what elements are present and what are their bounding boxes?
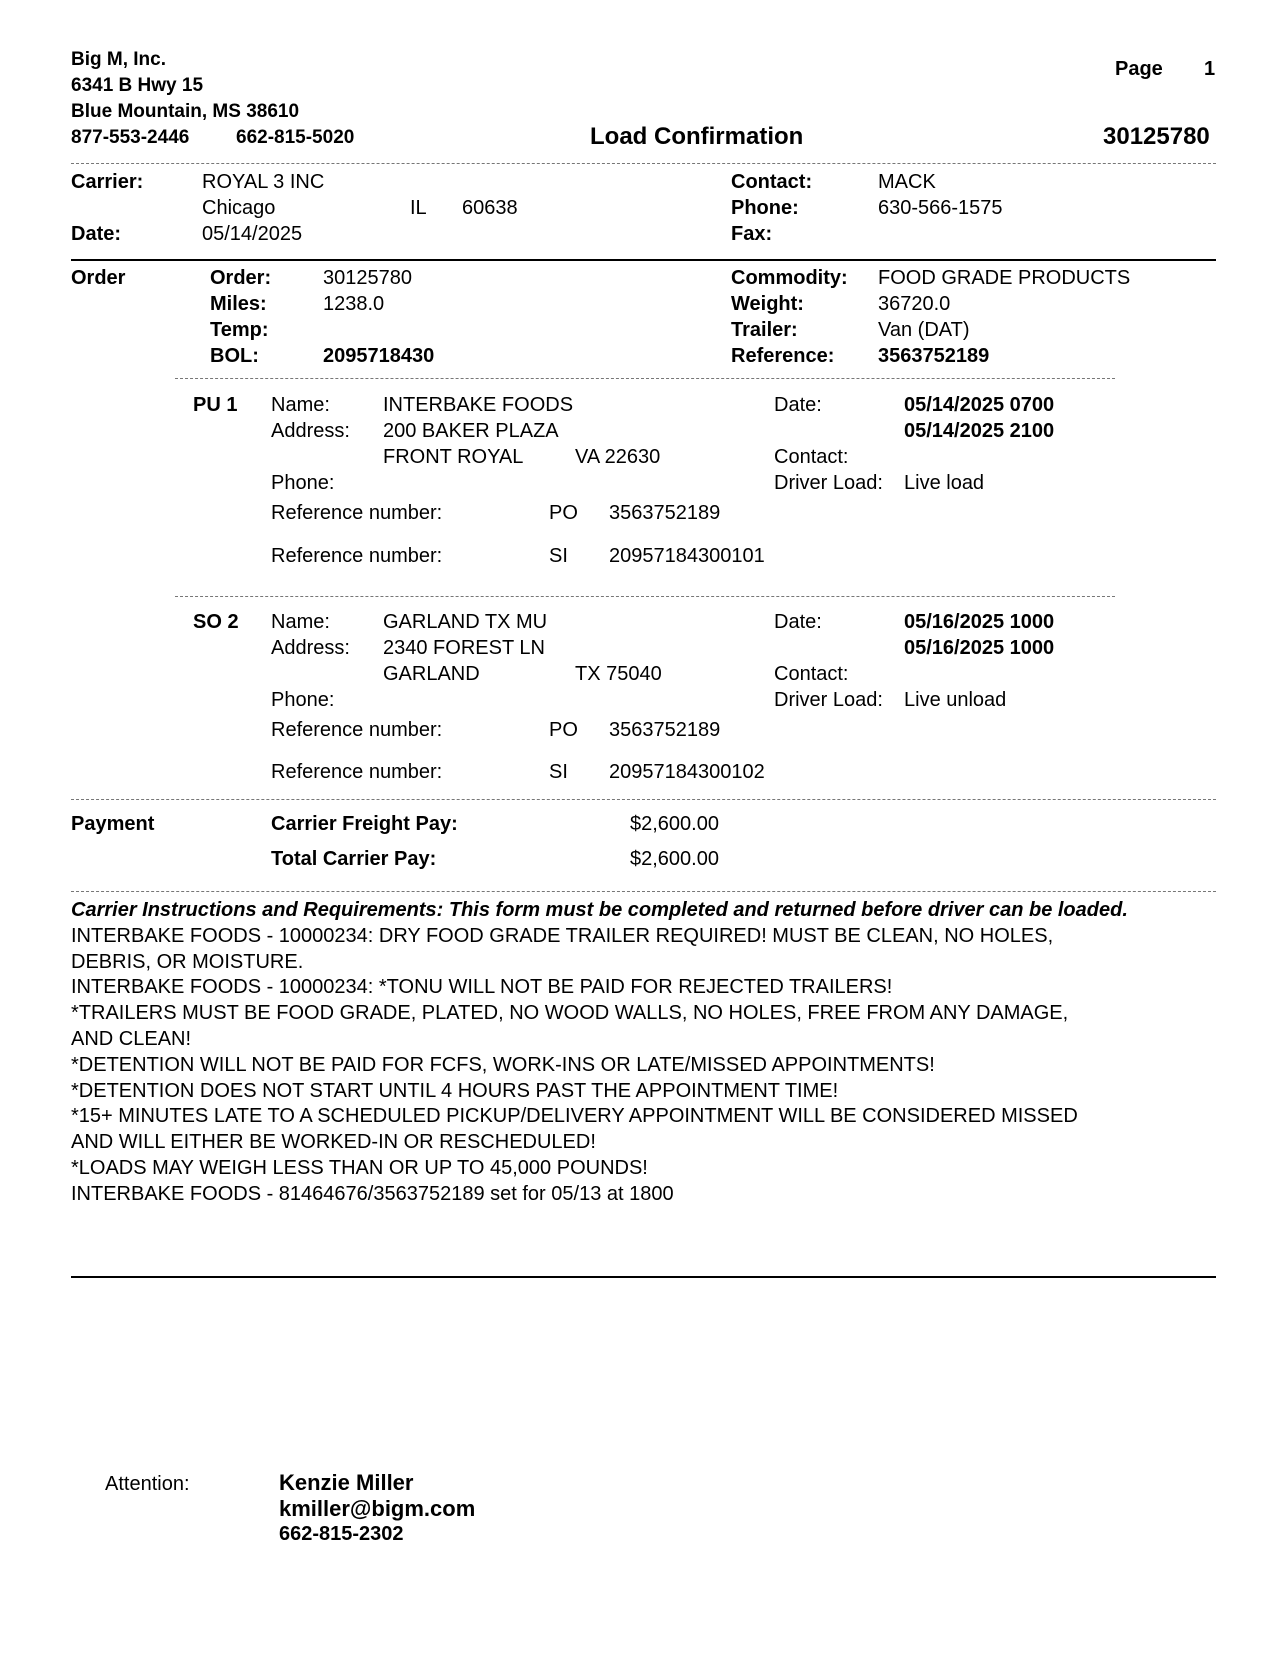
reference-label: Reference:	[731, 345, 835, 367]
stop-ref-type: PO	[549, 502, 578, 524]
page-label: Page	[1115, 58, 1163, 80]
company-phone-1: 877-553-2446	[71, 127, 190, 148]
instruction-line: *LOADS MAY WEIGH LESS THAN OR UP TO 45,000 POUNDS!	[71, 1156, 648, 1179]
page-number: 1	[1204, 58, 1216, 80]
stop-name-label: Name:	[271, 394, 330, 416]
stop-ref-label: Reference number:	[271, 719, 443, 741]
stop-ref-type: SI	[549, 545, 568, 567]
stop-state-zip: VA 22630	[575, 446, 661, 468]
contact-label: Contact:	[731, 171, 813, 193]
order-section-label: Order	[71, 267, 126, 289]
stop-city: FRONT ROYAL	[383, 446, 524, 468]
order-bol: 2095718430	[323, 345, 435, 367]
stop-ref-value: 3563752189	[609, 719, 721, 741]
stop-driver-load-label: Driver Load:	[774, 689, 883, 711]
attention-name: Kenzie Miller	[279, 1470, 414, 1495]
order-miles: 1238.0	[323, 293, 385, 315]
instruction-line: DEBRIS, OR MOISTURE.	[71, 950, 304, 973]
document-number: 30125780	[1103, 123, 1210, 150]
carrier-date: 05/14/2025	[202, 223, 303, 245]
company-address-line1: 6341 B Hwy 15	[71, 75, 204, 96]
total-pay-label: Total Carrier Pay:	[271, 848, 437, 870]
stop-date-start: 05/14/2025 0700	[904, 394, 1055, 416]
stop-name-label: Name:	[271, 611, 330, 633]
company-name: Big M, Inc.	[71, 49, 166, 70]
stop-ref-type: PO	[549, 719, 578, 741]
stop-divider-1	[175, 378, 1115, 379]
carrier-label: Carrier:	[71, 171, 144, 193]
instructions-heading: Carrier Instructions and Requirements: This form must be completed and returned before driver can be loaded.	[71, 899, 1128, 921]
bol-label: BOL:	[210, 345, 259, 367]
freight-pay-amount: $2,600.00	[630, 813, 719, 835]
stop-contact-label: Contact:	[774, 446, 849, 468]
commodity-label: Commodity:	[731, 267, 848, 289]
instruction-line: INTERBAKE FOODS - 10000234: *TONU WILL NOT BE PAID FOR REJECTED TRAILERS!	[71, 976, 893, 999]
carrier-contact: MACK	[878, 171, 936, 193]
freight-pay-label: Carrier Freight Pay:	[271, 813, 458, 835]
stop-ref-label: Reference number:	[271, 545, 443, 567]
order-weight: 36720.0	[878, 293, 951, 315]
stop-code: PU 1	[193, 394, 238, 416]
order-reference: 3563752189	[878, 345, 990, 367]
instruction-line: *DETENTION DOES NOT START UNTIL 4 HOURS PAST THE APPOINTMENT TIME!	[71, 1079, 839, 1102]
miles-label: Miles:	[210, 293, 267, 315]
instruction-line: *DETENTION WILL NOT BE PAID FOR FCFS, WORK-INS OR LATE/MISSED APPOINTMENTS!	[71, 1053, 935, 1076]
company-phone-2: 662-815-5020	[236, 127, 355, 148]
instructions-divider	[71, 891, 1216, 892]
trailer-label: Trailer:	[731, 319, 798, 341]
carrier-state: IL	[410, 197, 427, 219]
instruction-line: *TRAILERS MUST BE FOOD GRADE, PLATED, NO WOOD WALLS, NO HOLES, FREE FROM ANY DAMAGE,	[71, 1002, 1069, 1025]
stop-ref-value: 20957184300101	[609, 545, 765, 567]
stop-ref-label: Reference number:	[271, 502, 443, 524]
stop-phone-label: Phone:	[271, 689, 335, 711]
stop-contact-label: Contact:	[774, 663, 849, 685]
payment-divider	[71, 799, 1216, 800]
stop-street: 2340 FOREST LN	[383, 637, 545, 659]
instruction-line: AND WILL EITHER BE WORKED-IN OR RESCHEDULED!	[71, 1131, 596, 1154]
order-number: 30125780	[323, 267, 412, 289]
stop-code: SO 2	[193, 611, 239, 633]
stop-driver-load: Live load	[904, 472, 985, 494]
weight-label: Weight:	[731, 293, 804, 315]
instruction-line: INTERBAKE FOODS - 81464676/3563752189 set for 05/13 at 1800	[71, 1182, 674, 1205]
order-label: Order:	[210, 267, 272, 289]
stop-state-zip: TX 75040	[575, 663, 662, 685]
instruction-line: *15+ MINUTES LATE TO A SCHEDULED PICKUP/DELIVERY APPOINTMENT WILL BE CONSIDERED MISSED	[71, 1105, 1078, 1128]
fax-label: Fax:	[731, 223, 773, 245]
instruction-line: INTERBAKE FOODS - 10000234: DRY FOOD GRADE TRAILER REQUIRED! MUST BE CLEAN, NO HOLES,	[71, 924, 1054, 947]
carrier-divider	[71, 259, 1216, 261]
carrier-name: ROYAL 3 INC	[202, 171, 325, 193]
stop-name: INTERBAKE FOODS	[383, 394, 574, 416]
signature-line	[71, 1276, 1216, 1278]
attention-phone: 662-815-2302	[279, 1523, 404, 1545]
stop-driver-load-label: Driver Load:	[774, 472, 883, 494]
stop-phone-label: Phone:	[271, 472, 335, 494]
order-commodity: FOOD GRADE PRODUCTS	[878, 267, 1131, 289]
payment-section-label: Payment	[71, 813, 155, 835]
temp-label: Temp:	[210, 319, 269, 341]
attention-label: Attention:	[105, 1473, 190, 1495]
stop-ref-type: SI	[549, 761, 568, 783]
stop-date-label: Date:	[774, 394, 822, 416]
stop-date-end: 05/16/2025 1000	[904, 637, 1055, 659]
instruction-line: AND CLEAN!	[71, 1027, 192, 1050]
carrier-zip: 60638	[462, 197, 518, 219]
carrier-city: Chicago	[202, 197, 276, 219]
stop-ref-label: Reference number:	[271, 761, 443, 783]
stop-ref-value: 20957184300102	[609, 761, 765, 783]
stop-name: GARLAND TX MU	[383, 611, 548, 633]
stop-divider-2	[175, 596, 1115, 597]
stop-street: 200 BAKER PLAZA	[383, 420, 559, 442]
page-title: Load Confirmation	[590, 123, 804, 150]
phone-label: Phone:	[731, 197, 799, 219]
total-pay-amount: $2,600.00	[630, 848, 719, 870]
stop-address-label: Address:	[271, 420, 350, 442]
company-address-line2: Blue Mountain, MS 38610	[71, 101, 300, 122]
stop-driver-load: Live unload	[904, 689, 1007, 711]
stop-date-start: 05/16/2025 1000	[904, 611, 1055, 633]
carrier-instructions	[71, 898, 1231, 1208]
carrier-phone: 630-566-1575	[878, 197, 1003, 219]
stop-date-end: 05/14/2025 2100	[904, 420, 1055, 442]
stop-date-label: Date:	[774, 611, 822, 633]
stop-ref-value: 3563752189	[609, 502, 721, 524]
order-trailer: Van (DAT)	[878, 319, 970, 341]
header-divider	[71, 163, 1216, 164]
stop-address-label: Address:	[271, 637, 350, 659]
stop-city: GARLAND	[383, 663, 480, 685]
attention-email: kmiller@bigm.com	[279, 1496, 476, 1521]
date-label: Date:	[71, 223, 122, 245]
